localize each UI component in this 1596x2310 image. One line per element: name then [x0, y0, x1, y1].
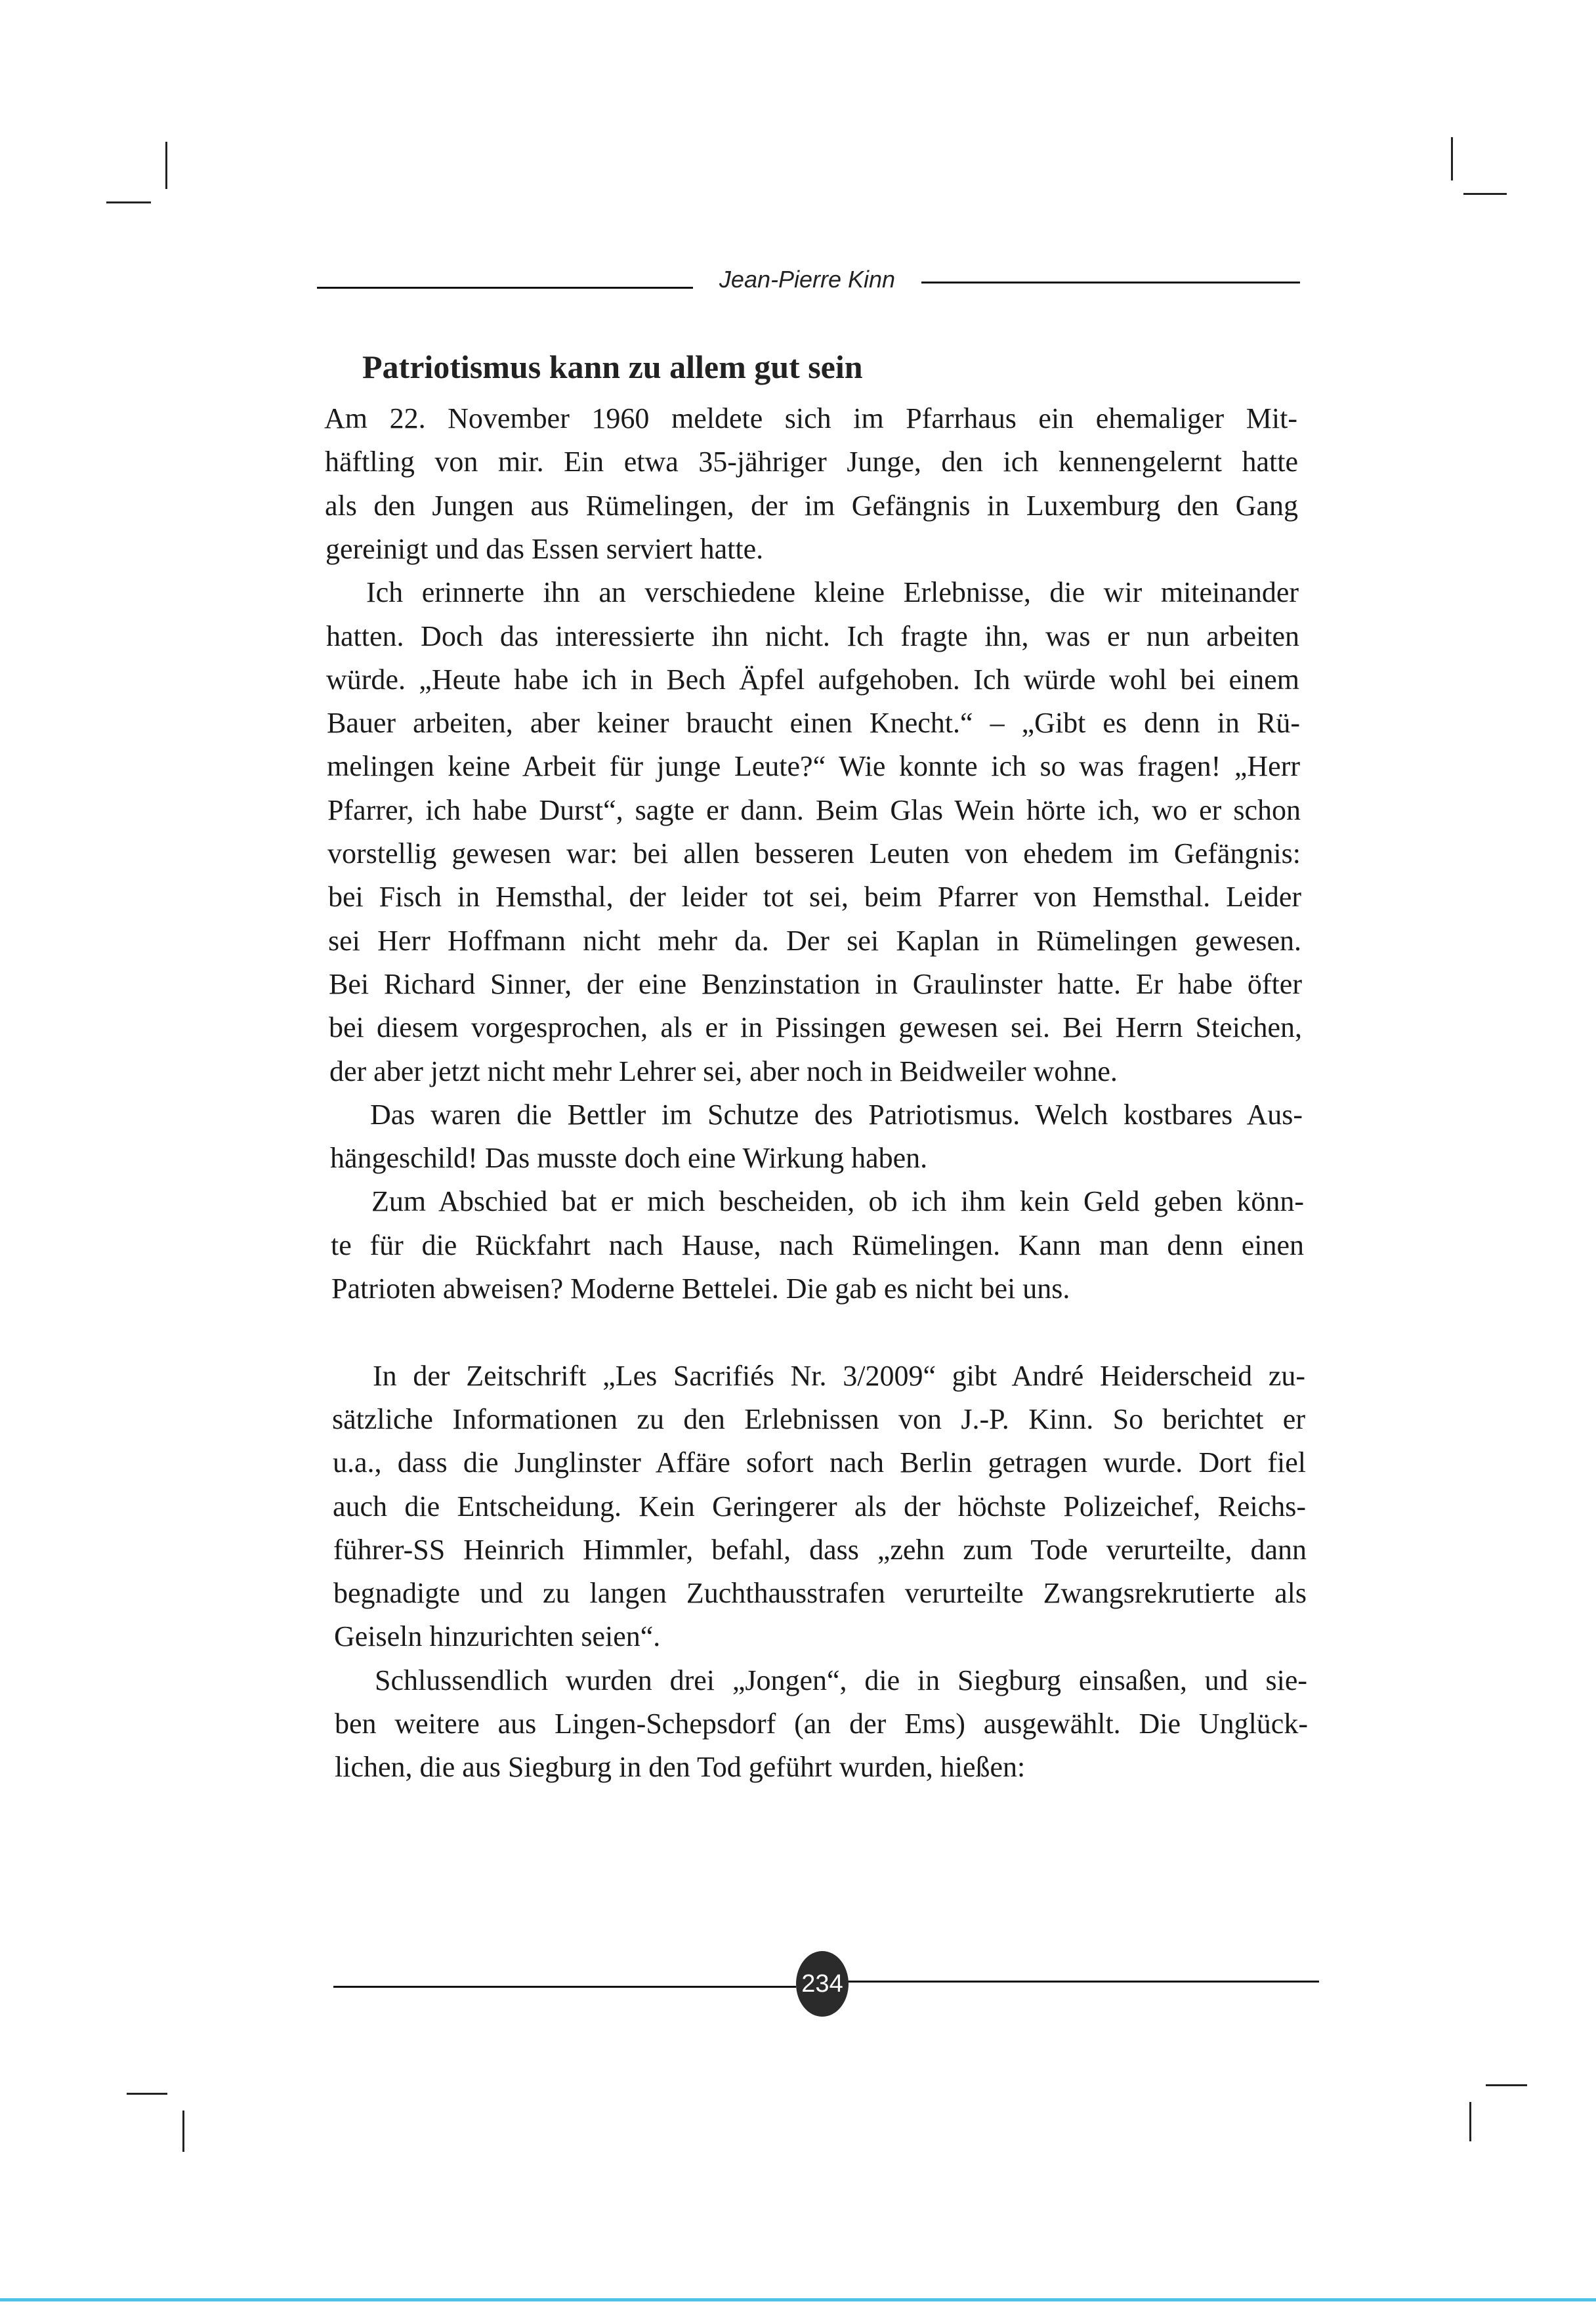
text-line: Geiseln hinzurichten seien“.: [334, 1620, 661, 1653]
crop-mark: [127, 2093, 167, 2095]
text-line: Bei Richard Sinner, der eine Benzinstation in Graulinster hatte. Er habe öfter: [329, 967, 1302, 1000]
crop-mark: [1451, 137, 1453, 180]
text-line: würde. „Heute habe ich in Bech Äpfel aufgehoben. Ich würde wohl bei einem: [326, 663, 1299, 696]
text-line: Zum Abschied bat er mich bescheiden, ob ich ihm kein Geld geben könn-: [371, 1185, 1304, 1218]
text-line: führer-SS Heinrich Himmler, befahl, dass „zehn zum Tode verurteilte, dann: [333, 1533, 1307, 1566]
text-line: begnadigte und zu langen Zuchthausstrafen verurteilte Zwangsrekrutierte als: [333, 1577, 1307, 1610]
text-line: Pfarrer, ich habe Durst“, sagte er dann. Beim Glas Wein hörte ich, wo er schon: [327, 793, 1301, 826]
text-line: als den Jungen aus Rümelingen, der im Gefängnis in Luxemburg den Gang: [325, 489, 1298, 522]
text-line: gereinigt und das Essen serviert hatte.: [326, 532, 764, 565]
crop-mark: [106, 201, 151, 203]
text-line: Schlussendlich wurden drei „Jongen“, die in Siegburg einsaßen, und sie-: [375, 1664, 1307, 1696]
crop-mark: [1463, 193, 1507, 195]
page-number: 234: [796, 1951, 849, 2017]
crop-mark: [1469, 2102, 1471, 2141]
text-line: Am 22. November 1960 meldete sich im Pfarrhaus ein ehemaliger Mit-: [324, 402, 1297, 434]
text-line: In der Zeitschrift „Les Sacrifiés Nr. 3/2009“ gibt André Heiderscheid zu-: [373, 1359, 1305, 1392]
footer-rule-right: [847, 1981, 1319, 1983]
text-line: auch die Entscheidung. Kein Geringerer als der höchste Polizeichef, Reichs-: [333, 1490, 1306, 1522]
text-line: u.a., dass die Junglinster Affäre sofort nach Berlin getragen wurde. Dort fiel: [333, 1446, 1306, 1479]
text-line: melingen keine Arbeit für junge Leute?“ Wie konnte ich so was fragen! „Herr: [327, 750, 1300, 783]
text-line: hatten. Doch das interessierte ihn nicht. Ich fragte ihn, was er nun arbeiten: [326, 620, 1299, 652]
text-line: vorstellig gewesen war: bei allen besseren Leuten von ehedem im Gefängnis:: [327, 837, 1301, 870]
text-line: sätzliche Informationen zu den Erlebnissen von J.-P. Kinn. So berichtet er: [332, 1402, 1305, 1435]
crop-mark: [165, 142, 167, 189]
text-line: ben weitere aus Lingen-Schepsdorf (an der Ems) ausgewählt. Die Unglück-: [335, 1708, 1308, 1740]
text-line: Ich erinnerte ihn an verschiedene kleine Erlebnisse, die wir miteinander: [366, 576, 1299, 609]
scan-edge-line: [0, 2298, 1596, 2301]
text-line: bei Fisch in Hemsthal, der leider tot sei, beim Pfarrer von Hemsthal. Leider: [328, 881, 1301, 914]
footer-rule-left: [333, 1986, 796, 1988]
crop-mark: [1486, 2084, 1527, 2086]
text-line: te für die Rückfahrt nach Hause, nach Rümelingen. Kann man denn einen: [331, 1228, 1304, 1261]
text-line: Bauer arbeiten, aber keiner braucht einen Knecht.“ – „Gibt es denn in Rü-: [327, 707, 1300, 740]
text-line: der aber jetzt nicht mehr Lehrer sei, aber noch in Beidweiler wohne.: [329, 1055, 1118, 1087]
section-title: Patriotismus kann zu allem gut sein: [362, 348, 863, 385]
text-line: häftling von mir. Ein etwa 35-jähriger Junge, den ich kennengelernt hatte: [325, 446, 1298, 478]
text-line: Patrioten abweisen? Moderne Bettelei. Die gab es nicht bei uns.: [331, 1272, 1070, 1305]
text-line: lichen, die aus Siegburg in den Tod geführt wurden, hießen:: [335, 1751, 1026, 1784]
text-line: sei Herr Hoffmann nicht mehr da. Der sei Kaplan in Rümelingen gewesen.: [328, 924, 1301, 957]
text-line: bei diesem vorgesprochen, als er in Pissingen gewesen sei. Bei Herrn Steichen,: [329, 1011, 1302, 1044]
running-header-author: Jean-Pierre Kinn: [719, 266, 896, 293]
text-line: Das waren die Bettler im Schutze des Patriotismus. Welch kostbares Aus-: [370, 1098, 1303, 1131]
header-rule-left: [317, 287, 693, 289]
crop-mark: [182, 2110, 184, 2152]
header-rule-right: [921, 282, 1300, 284]
text-line: hängeschild! Das musste doch eine Wirkung haben.: [330, 1142, 928, 1175]
